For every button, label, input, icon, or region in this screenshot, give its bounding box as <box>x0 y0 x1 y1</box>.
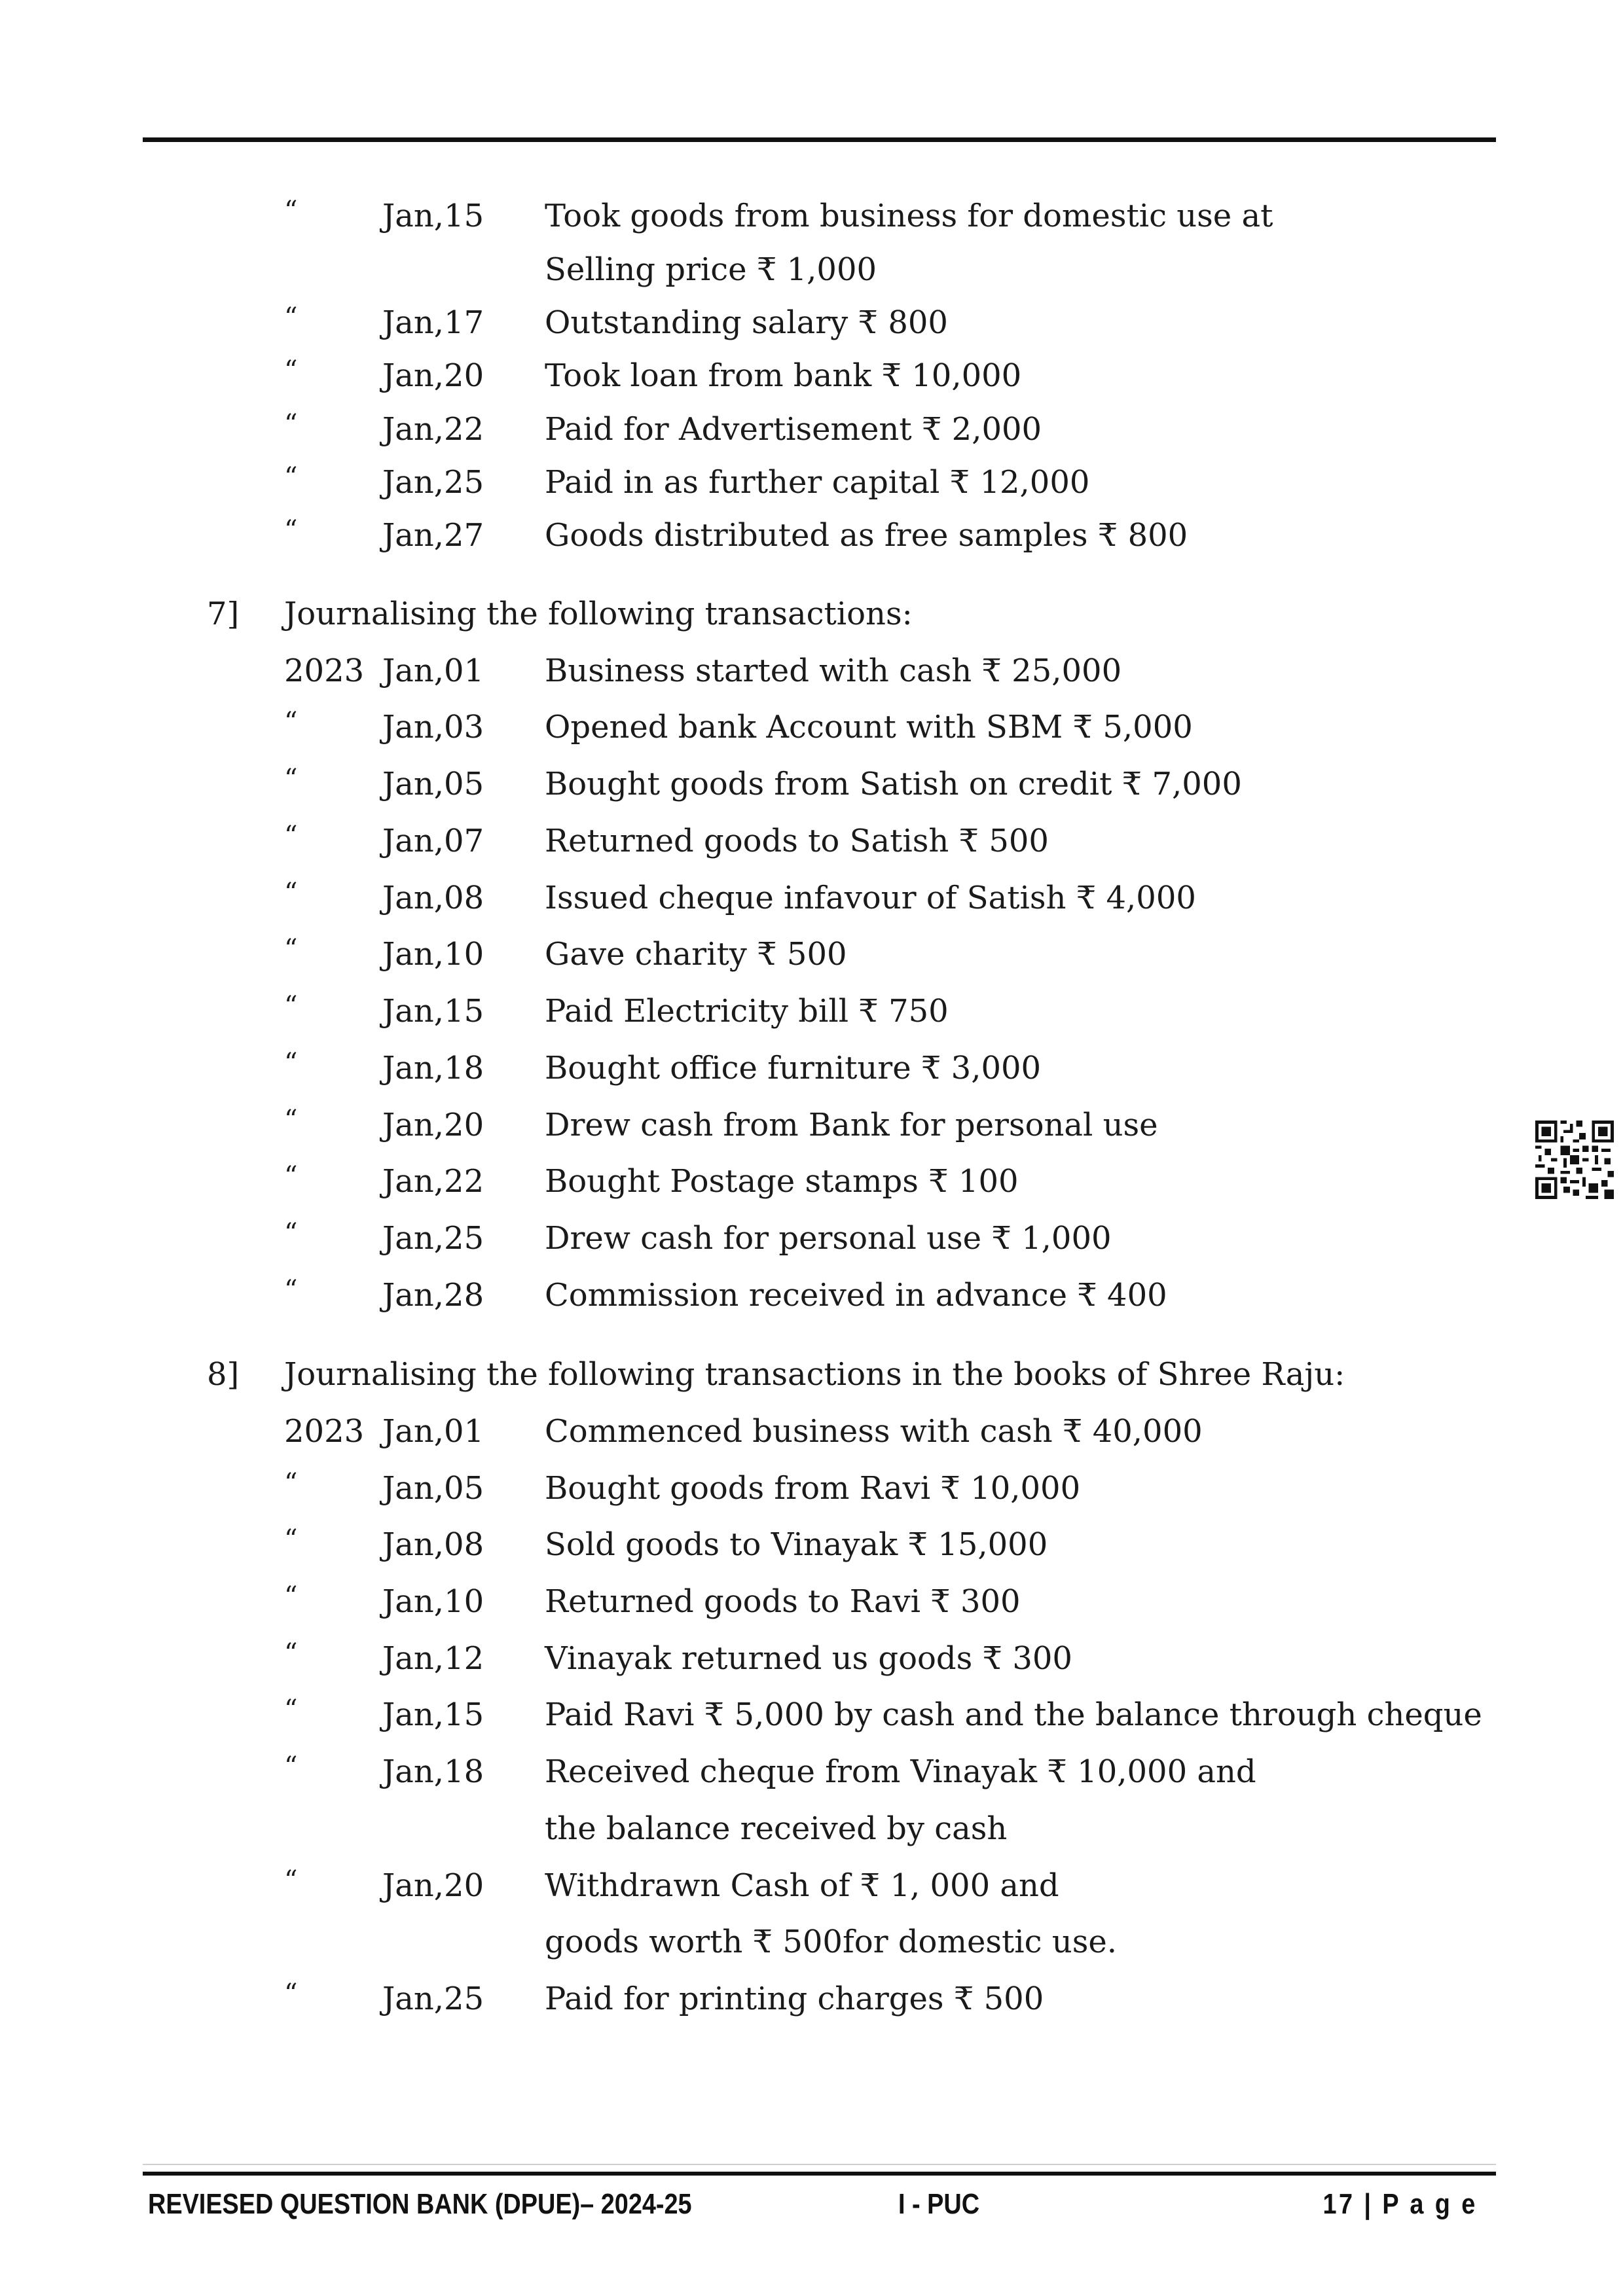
list-item <box>0 192 1623 240</box>
entry-text: Took loan from bank ₹ 10,000 <box>545 357 1022 394</box>
entry-year: 2023 <box>284 653 365 689</box>
ditto-mark: “ <box>284 196 298 226</box>
ditto-mark: “ <box>284 934 298 964</box>
entry-text: Bought goods from Satish on credit ₹ 7,000 <box>545 766 1242 802</box>
entry-date: Jan,15 <box>382 993 484 1030</box>
list-item <box>0 1408 1623 1455</box>
entry-date: Jan,07 <box>382 823 484 859</box>
list-item <box>0 1805 1623 1852</box>
ditto-mark: “ <box>284 821 298 851</box>
entry-date: Jan,08 <box>382 880 484 916</box>
list-item <box>0 1975 1623 2022</box>
entry-date: Jan,20 <box>382 1107 484 1143</box>
ditto-mark: “ <box>284 409 298 439</box>
entry-date: Jan,05 <box>382 1470 484 1507</box>
entry-date: Jan,25 <box>382 464 484 501</box>
entry-text: Business started with cash ₹ 25,000 <box>545 653 1122 689</box>
entry-date: Jan,20 <box>382 1867 484 1904</box>
list-item <box>0 1215 1623 1262</box>
list-item <box>0 988 1623 1035</box>
list-item <box>0 459 1623 506</box>
list-item <box>0 931 1623 978</box>
ditto-mark: “ <box>284 764 298 794</box>
ditto-mark: “ <box>284 1581 298 1611</box>
question-title: Journalising the following transactions: <box>284 596 913 632</box>
footer-rule <box>143 2172 1496 2176</box>
entry-text: Bought Postage stamps ₹ 100 <box>545 1163 1019 1200</box>
entry-year: 2023 <box>284 1413 365 1450</box>
entry-date: Jan,22 <box>382 411 484 448</box>
entry-date: Jan,18 <box>382 1050 484 1086</box>
ditto-mark: “ <box>284 1218 298 1248</box>
list-item <box>0 1691 1623 1738</box>
entry-text: Returned goods to Ravi ₹ 300 <box>545 1583 1021 1620</box>
ditto-mark: “ <box>284 515 298 545</box>
entry-date: Jan,05 <box>382 766 484 802</box>
entry-text: Paid in as further capital ₹ 12,000 <box>545 464 1090 501</box>
entry-date: Jan,17 <box>382 304 484 341</box>
question-heading <box>0 590 1623 637</box>
entry-text: Drew cash for personal use ₹ 1,000 <box>545 1220 1112 1257</box>
ditto-mark: “ <box>284 1161 298 1191</box>
list-item <box>0 352 1623 399</box>
list-item <box>0 1045 1623 1092</box>
ditto-mark: “ <box>284 1695 298 1725</box>
qr-code <box>1535 1121 1614 1199</box>
ditto-mark: “ <box>284 1638 298 1668</box>
entry-text: the balance received by cash <box>545 1810 1008 1847</box>
question-title: Journalising the following transactions in the books of Shree Raju: <box>284 1356 1345 1393</box>
entry-text: Commenced business with cash ₹ 40,000 <box>545 1413 1203 1450</box>
entry-date: Jan,10 <box>382 936 484 973</box>
ditto-mark: “ <box>284 1865 298 1895</box>
page-number: 17 | P a g e <box>1322 2188 1478 2220</box>
list-item <box>0 1748 1623 1795</box>
entry-date: Jan,03 <box>382 709 484 745</box>
entry-text: Withdrawn Cash of ₹ 1, 000 and <box>545 1867 1059 1904</box>
list-item <box>0 704 1623 751</box>
entry-date: Jan,28 <box>382 1277 484 1314</box>
entry-date: Jan,08 <box>382 1526 484 1563</box>
list-item <box>0 1102 1623 1149</box>
entry-text: Paid Ravi ₹ 5,000 by cash and the balance through cheque <box>545 1696 1482 1733</box>
ditto-mark: “ <box>284 302 298 332</box>
footer-class: I - PUC <box>898 2188 980 2220</box>
entry-text: Received cheque from Vinayak ₹ 10,000 and <box>545 1753 1256 1790</box>
list-item <box>0 1158 1623 1205</box>
entry-date: Jan,20 <box>382 357 484 394</box>
ditto-mark: “ <box>284 1048 298 1078</box>
entry-text: Selling price ₹ 1,000 <box>545 251 877 288</box>
entry-date: Jan,18 <box>382 1753 484 1790</box>
entry-text: Goods distributed as free samples ₹ 800 <box>545 517 1188 554</box>
entry-text: Drew cash from Bank for personal use <box>545 1107 1158 1143</box>
ditto-mark: “ <box>284 1524 298 1554</box>
footer-rule-thin <box>143 2164 1496 2165</box>
entry-date: Jan,01 <box>382 1413 484 1450</box>
entry-date: Jan,15 <box>382 198 484 234</box>
ditto-mark: “ <box>284 1468 298 1498</box>
entry-text: Gave charity ₹ 500 <box>545 936 847 973</box>
entry-date: Jan,01 <box>382 653 484 689</box>
ditto-mark: “ <box>284 1979 298 2009</box>
header-rule <box>143 137 1496 142</box>
ditto-mark: “ <box>284 991 298 1021</box>
entry-text: Opened bank Account with SBM ₹ 5,000 <box>545 709 1193 745</box>
list-item <box>0 817 1623 865</box>
entry-text: Paid for printing charges ₹ 500 <box>545 1981 1044 2017</box>
entry-date: Jan,25 <box>382 1220 484 1257</box>
list-item <box>0 512 1623 559</box>
entry-text: Vinayak returned us goods ₹ 300 <box>545 1640 1072 1677</box>
entry-date: Jan,27 <box>382 517 484 554</box>
list-item <box>0 1578 1623 1625</box>
entry-text: Sold goods to Vinayak ₹ 15,000 <box>545 1526 1048 1563</box>
list-item <box>0 406 1623 453</box>
list-item <box>0 1635 1623 1682</box>
list-item <box>0 647 1623 694</box>
list-item <box>0 246 1623 293</box>
entry-text: goods worth ₹ 500for domestic use. <box>545 1924 1117 1960</box>
entry-date: Jan,22 <box>382 1163 484 1200</box>
list-item <box>0 1862 1623 1909</box>
list-item <box>0 1465 1623 1512</box>
entry-date: Jan,15 <box>382 1696 484 1733</box>
entry-date: Jan,25 <box>382 1981 484 2017</box>
ditto-mark: “ <box>284 1275 298 1305</box>
entry-text: Paid Electricity bill ₹ 750 <box>545 993 949 1030</box>
entry-text: Bought goods from Ravi ₹ 10,000 <box>545 1470 1081 1507</box>
ditto-mark: “ <box>284 878 298 908</box>
footer-title: REVIESED QUESTION BANK (DPUE)– 2024-25 <box>148 2188 692 2220</box>
entry-text: Bought office furniture ₹ 3,000 <box>545 1050 1042 1086</box>
ditto-mark: “ <box>284 355 298 386</box>
list-item <box>0 1521 1623 1568</box>
entry-text: Returned goods to Satish ₹ 500 <box>545 823 1049 859</box>
entry-text: Took goods from business for domestic use at <box>545 198 1273 234</box>
entry-date: Jan,12 <box>382 1640 484 1677</box>
ditto-mark: “ <box>284 462 298 492</box>
entry-date: Jan,10 <box>382 1583 484 1620</box>
list-item <box>0 1272 1623 1319</box>
ditto-mark: “ <box>284 1105 298 1135</box>
question-number: 8] <box>207 1356 240 1393</box>
entry-text: Outstanding salary ₹ 800 <box>545 304 948 341</box>
entry-text: Commission received in advance ₹ 400 <box>545 1277 1167 1314</box>
ditto-mark: “ <box>284 1751 298 1782</box>
list-item <box>0 1918 1623 1965</box>
list-item <box>0 761 1623 808</box>
ditto-mark: “ <box>284 707 298 737</box>
entry-text: Paid for Advertisement ₹ 2,000 <box>545 411 1042 448</box>
list-item <box>0 299 1623 346</box>
question-heading <box>0 1351 1623 1398</box>
list-item <box>0 874 1623 922</box>
entry-text: Issued cheque infavour of Satish ₹ 4,000 <box>545 880 1196 916</box>
question-number: 7] <box>207 596 240 632</box>
